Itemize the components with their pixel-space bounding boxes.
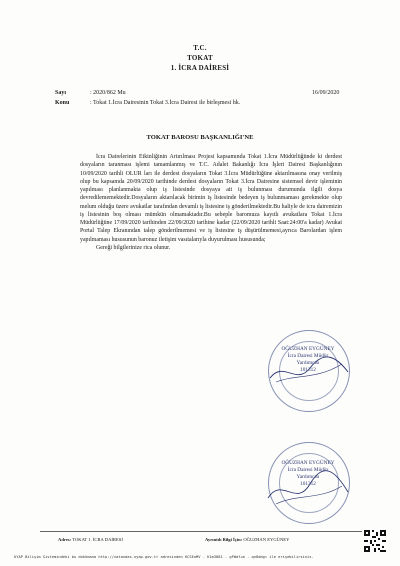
signature-scribble-top — [266, 350, 352, 390]
stamp-top-line3: Yardımcısı — [296, 360, 320, 366]
footer-address-value: TOKAT 1. İCRA DAİRESİ — [72, 537, 123, 542]
addressee: TOKAT BAROSU BAŞKANLIĞI'NE — [146, 134, 254, 141]
footer-info — [205, 537, 289, 542]
stamp-top-line2: İcra Dairesi Müdür — [287, 353, 329, 359]
signature-scribble-bottom — [262, 468, 352, 512]
footer-address — [58, 537, 123, 542]
footer-info-label: Ayrıntılı Bilgi İçin: — [205, 537, 243, 542]
footer-address-label: Adres: — [58, 537, 72, 542]
header-tc: T.C. — [193, 44, 207, 52]
stamp-top-line1: OĞUZHAN EYGÜNEY — [281, 346, 335, 352]
document-date: 16/09/2020 — [312, 90, 340, 96]
signer-id: 101312 — [300, 481, 316, 487]
signer-name: OĞUZHAN EYGÜNEY — [281, 460, 335, 466]
body-paragraph-1: İcra Dairelerinin Etkinliğinin Artırılması Projesi kapsamında Tokat 1.İcra Müdürlüğünde ki derdest dosyaların taranması işlemi tamamlanmış ve T.C. Adalet Bakanlığı İcra İşleri Dairesi Başkanlığının 10/09/2020 tarihli OLUR ları ile derdest dosyaların Tokat 3.İcra Müdürlüğüne aktarılmasına onay verilmiş olup bu kapsamda 20/09/2020 tarihinde derdest dosyaların Tokat 3.İcra Dairesine sistemsel devir işleminin yapılması planlanmakta olup iş listesinde dosyaya ait iş bulunması durumunda ilgili dosya devredilememektedir.Dosyaların aktarılacak birimin iş listesinde bedeyen iş bulunmaması gerekmekte olup melum olduğu üzere avukatlar tarafından devamlı iş listesine iş gönderilmektedir.Bu haliyle de icra dairemizin iş listesinin boş olması mümkün olmamaktadır.Bu sebeple baromuza kayıtlı avukatlara Tokat 1.İcra Müdürlüğüne 17/09/2020 tarihinden 22/09/2020 tarihine kadar (22/09/2020 tarihli Saat:24:00'a kadar) Avukat Portal Talep Ekranından talep gönderilmemesi ve iş listesine iş düşürülmemesi,ayrıca Barolardan işlem yapılmaması hususunun baronuz iletişim vasıtalarıyla duyurulması hususunda; — [80, 154, 342, 243]
konu-label: Konu — [55, 100, 70, 106]
sayi-label: Sayı — [55, 90, 67, 96]
stamp-top-line4: 101312 — [300, 367, 316, 373]
qr-code-icon — [364, 530, 386, 552]
signer-title: İcra Dairesi Müdür — [287, 467, 329, 473]
konu-value: : Tokat 1.İcra Dairesinin Tokat 3.İcra Dairesi ile birleşmesi hk. — [90, 100, 241, 106]
footer-info-value: OĞUZHAN EYGÜNEY — [243, 537, 290, 542]
body-paragraph-2: Gereği bilgilerinize rica olunur. — [96, 244, 171, 251]
footer-divider — [40, 531, 362, 532]
letter-body — [80, 153, 342, 252]
uyap-verification-line: UYAP Bilişim Sistemindeki bu dokümana http://vatandas.uyap.gov.tr adresinden KCSEoMV - K1m3881 - gFWdf+m - qn8ddg= ile erişebilirsiniz. — [14, 555, 314, 559]
header-office: 1. İCRA DAİRESİ — [170, 64, 230, 72]
sayi-value: : 2020/862 Mu — [90, 90, 126, 96]
signer-title-2: Yardımcısı — [296, 474, 320, 480]
header-city: TOKAT — [187, 54, 213, 62]
